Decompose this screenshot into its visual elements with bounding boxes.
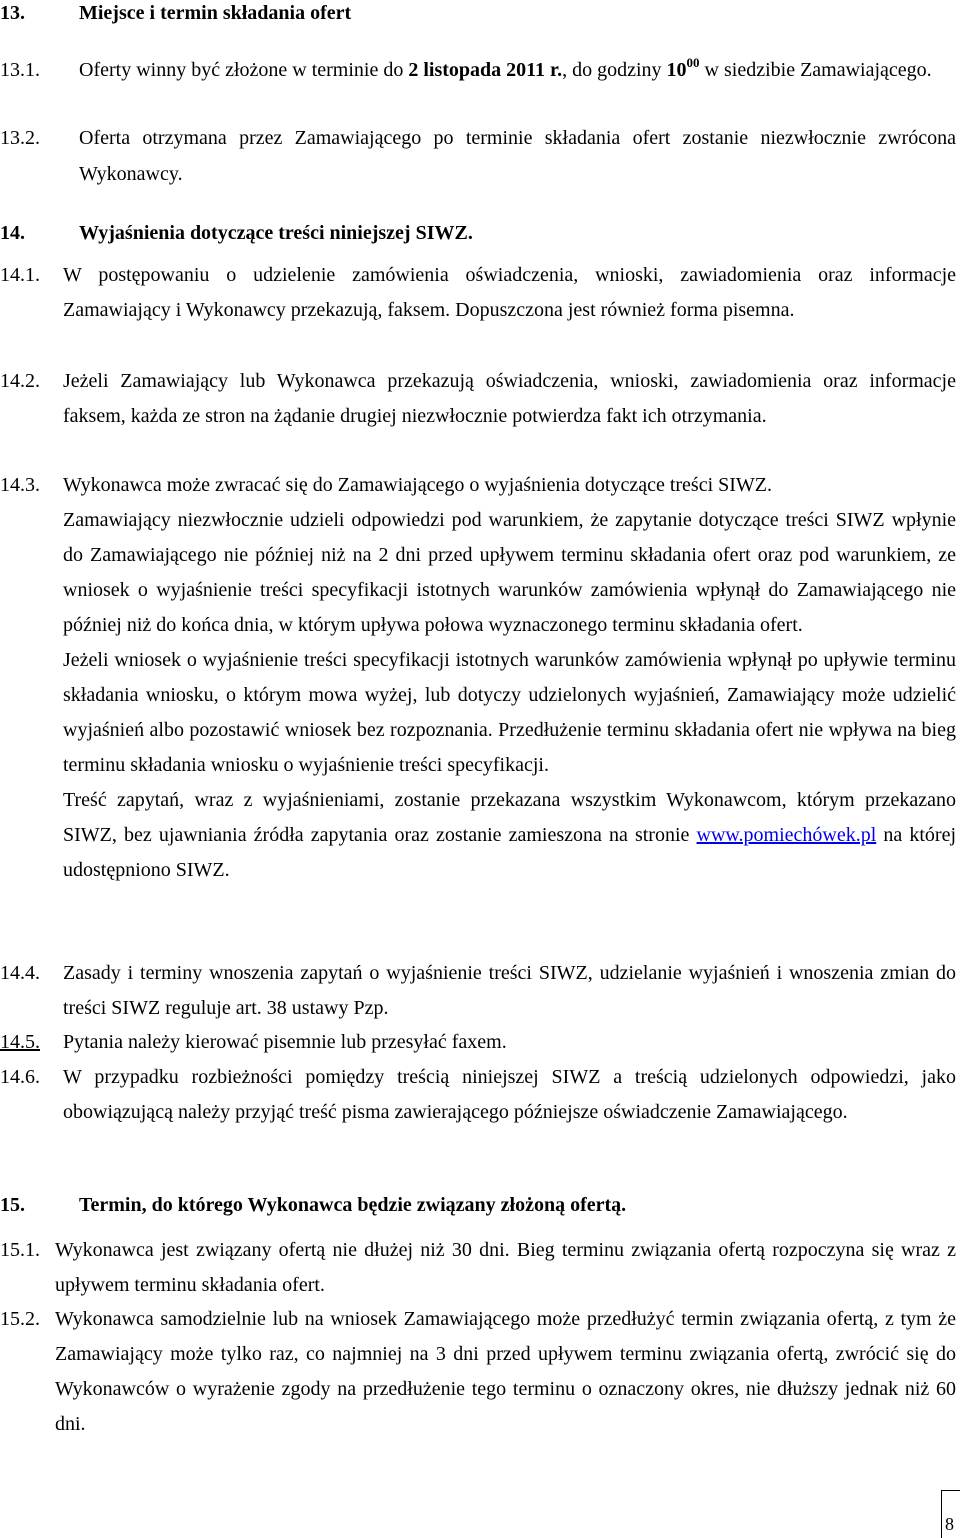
item-14-6 [0, 1060, 956, 1130]
section-title: Miejsce i termin składania ofert [79, 2, 352, 24]
item-text: W postępowaniu o udzielenie zamówienia oświadczenia, wnioski, zawiadomienia oraz informacje Zamawiający i Wykonawcy przekazują, faksem. Dopuszczona jest również forma pisemna. [63, 264, 956, 321]
deadline-date: 2 listopada 2011 r. [408, 59, 563, 81]
section-number: 15. [0, 1194, 25, 1216]
section-number: 14. [0, 222, 25, 244]
section-title: Termin, do którego Wykonawca będzie związany złożoną ofertą. [79, 1194, 627, 1216]
item-number: 14.5. [0, 1031, 40, 1053]
item-number: 15.2. [0, 1308, 40, 1330]
item-text: Wykonawca jest związany ofertą nie dłużej niż 30 dni. Bieg terminu związania ofertą rozpoczyna się wraz z upływem terminu składania ofert. [55, 1239, 956, 1296]
item-text: Jeżeli wniosek o wyjaśnienie treści specyfikacji istotnych warunków zamówienia wpłynął po upływie terminu składania wniosku, o którym mowa wyżej, lub dotyczy udzielonych wyjaśnień, Zamawiający może udzielić wyjaśnień albo pozostawić wniosek bez rozpoznania. Przedłużenie terminu składania ofert nie wpływa na bieg terminu składania wniosku o wyjaśnienie treści specyfikacji. [63, 649, 956, 776]
section-number: 13. [0, 2, 25, 24]
item-number: 13.1. [0, 59, 40, 81]
section-title: Wyjaśnienia dotyczące treści niniejszej SIWZ. [79, 222, 473, 244]
item-number: 14.6. [0, 1066, 40, 1088]
item-text: Jeżeli Zamawiający lub Wykonawca przekazują oświadczenia, wnioski, zawiadomienia oraz informacje faksem, każda ze stron na żądanie drugiej niezwłocznie potwierdza fakt ich otrzymania. [63, 370, 956, 427]
municipality-website-link[interactable]: www.pomiechówek.pl [696, 824, 877, 846]
item-14-4 [0, 956, 956, 1026]
item-15-2 [0, 1302, 956, 1442]
page-number: 8 [945, 1514, 954, 1534]
item-text: Oferta otrzymana przez Zamawiającego po terminie składania ofert zostanie niezwłocznie zwrócona Wykonawcy. [79, 127, 956, 185]
deadline-hour: 10 [666, 59, 687, 81]
item-text: Wykonawca samodzielnie lub na wniosek Zamawiającego może przedłużyć termin związania ofertą, z tym że Zamawiający może tylko raz, co najmniej na 3 dni przed upływem terminu związania ofertą, zwrócić się do Wykonawców o wyrażenie zgody na przedłużenie tego terminu o oznaczony okres, nie dłuższy jednak niż 60 dni. [55, 1308, 956, 1435]
item-15-1 [0, 1233, 956, 1303]
item-number: 15.1. [0, 1239, 40, 1261]
item-14-2 [0, 364, 956, 434]
item-number: 14.4. [0, 962, 40, 984]
item-13-2 [0, 120, 956, 192]
item-14-1 [0, 258, 956, 328]
item-14-3 [0, 468, 957, 888]
item-number: 13.2. [0, 127, 40, 149]
item-14-5 [0, 1025, 956, 1060]
item-number: 14.2. [0, 370, 40, 392]
item-text: Treść zapytań, wraz z wyjaśnieniami, zostanie przekazana wszystkim Wykonawcom, którym przekazano SIWZ, bez ujawniania źródła zapytania oraz zostanie zamieszona na stronie www.pomiechówek.pl na której udostępniono SIWZ. [63, 789, 957, 881]
item-text: Zamawiający niezwłocznie udzieli odpowiedzi pod warunkiem, że zapytanie dotyczące treści SIWZ wpłynie do Zamawiającego nie później niż na 2 dni przed upływem terminu składania ofert oraz pod warunkiem, ze wniosek o wyjaśnienie treści specyfikacji istotnych warunków zamówienia wpłynął do Zamawiającego nie później niż do końca dnia, w którym upływa połowa wyznaczonego terminu składania ofert. [63, 509, 956, 636]
item-text: W przypadku rozbieżności pomiędzy treścią niniejszej SIWZ a treścią udzielonych odpowiedzi, jako obowiązującą należy przyjąć treść pisma zawierającego późniejsze oświadczenie Zamawiającego. [63, 1066, 956, 1123]
item-text: Oferty winny być złożone w terminie do 2 listopada 2011 r., do godziny $10^{00}$ w siedzibie Zamawiającego. [79, 55, 932, 81]
item-number: 14.3. [0, 474, 40, 496]
item-text: Wykonawca może zwracać się do Zamawiającego o wyjaśnienia dotyczące treści SIWZ. [63, 474, 773, 496]
item-text: Zasady i terminy wnoszenia zapytań o wyjaśnienie treści SIWZ, udzielanie wyjaśnień i wnoszenia zmian do treści SIWZ reguluje art. 38 ustawy Pzp. [63, 962, 956, 1019]
item-13-1 [0, 52, 956, 88]
deadline-minutes: 00 [686, 55, 700, 70]
item-number: 14.1. [0, 264, 40, 286]
item-text: Pytania należy kierować pisemnie lub przesyłać faxem. [63, 1031, 507, 1053]
